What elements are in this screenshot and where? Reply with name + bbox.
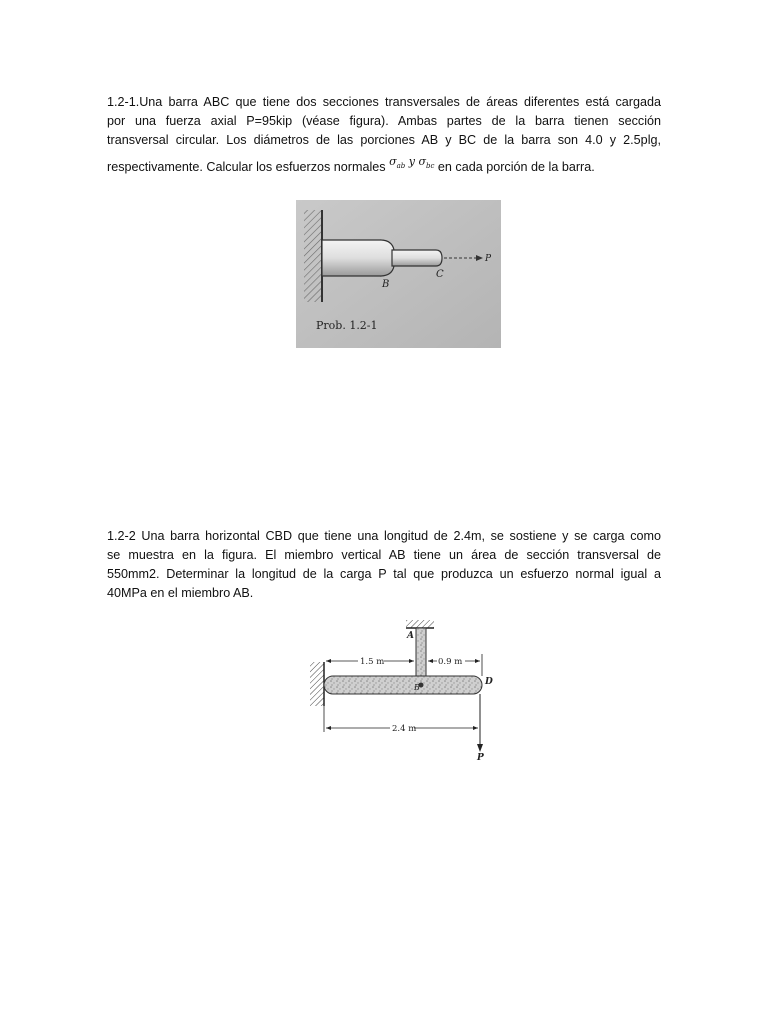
problem-1-line-3: transversal circular. Los diámetros de las porciones AB y BC de la barra son 4.0 y 2.5plg,: [107, 133, 661, 147]
problem-2-line-2: se muestra en la figura. El miembro vertical AB tiene un área de sección transversal de: [107, 548, 661, 562]
sigma-ab-symbol: $\sigma_{ab}$ y $\sigma_{bc}$: [389, 155, 435, 171]
problem-1-line-1: 1.2-1.Una barra ABC que tiene dos secciones transversales de áreas diferentes está cargada: [107, 95, 661, 109]
section-bc: [392, 250, 442, 266]
wall-support: [304, 210, 322, 302]
label-b: B: [414, 683, 420, 692]
problem-1-figure: [296, 200, 501, 348]
bar-cbd: [324, 676, 482, 694]
dim-0-9-label: 0.9 m: [438, 657, 463, 667]
problem-1-line-4-end: en cada porción de la barra.: [437, 160, 595, 174]
problem-2-line-3: 550mm2. Determinar la longitud de la carga P tal que produzca un esfuerzo normal igual a: [107, 567, 661, 581]
stepped-bar-diagram: [296, 200, 501, 348]
section-ab: [322, 240, 386, 276]
label-c: C: [436, 269, 444, 280]
dim-1-5-label: 1.5 m: [360, 657, 385, 667]
problem-2-statement: [107, 527, 661, 603]
problem-1-statement: [107, 93, 661, 177]
wall-support: [310, 662, 324, 706]
bar-cbd-diagram: [294, 614, 504, 764]
problem-2-figure: [294, 614, 504, 764]
label-b: B: [382, 279, 390, 290]
problem-2-line-1: 1.2-2 Una barra horizontal CBD que tiene una longitud de 2.4m, se sostiene y se carga como: [107, 529, 661, 543]
label-d: D: [485, 677, 493, 687]
label-p: P: [485, 254, 492, 264]
dim-2-4-label: 2.4 m: [392, 724, 417, 734]
ceiling-support: [406, 620, 434, 628]
problem-1-line-4-start: respectivamente. Calcular los esfuerzos normales: [107, 160, 386, 174]
label-p: P: [477, 753, 484, 763]
problem-1-line-4: [107, 155, 661, 177]
problem-1-line-2: por una fuerza axial P=95kip (véase figura). Ambas partes de la barra tienen sección: [107, 114, 661, 128]
label-a: A: [407, 631, 414, 641]
problem-2-line-4: 40MPa en el miembro AB.: [107, 586, 254, 600]
figure-caption: Prob. 1.2-1: [316, 319, 378, 332]
